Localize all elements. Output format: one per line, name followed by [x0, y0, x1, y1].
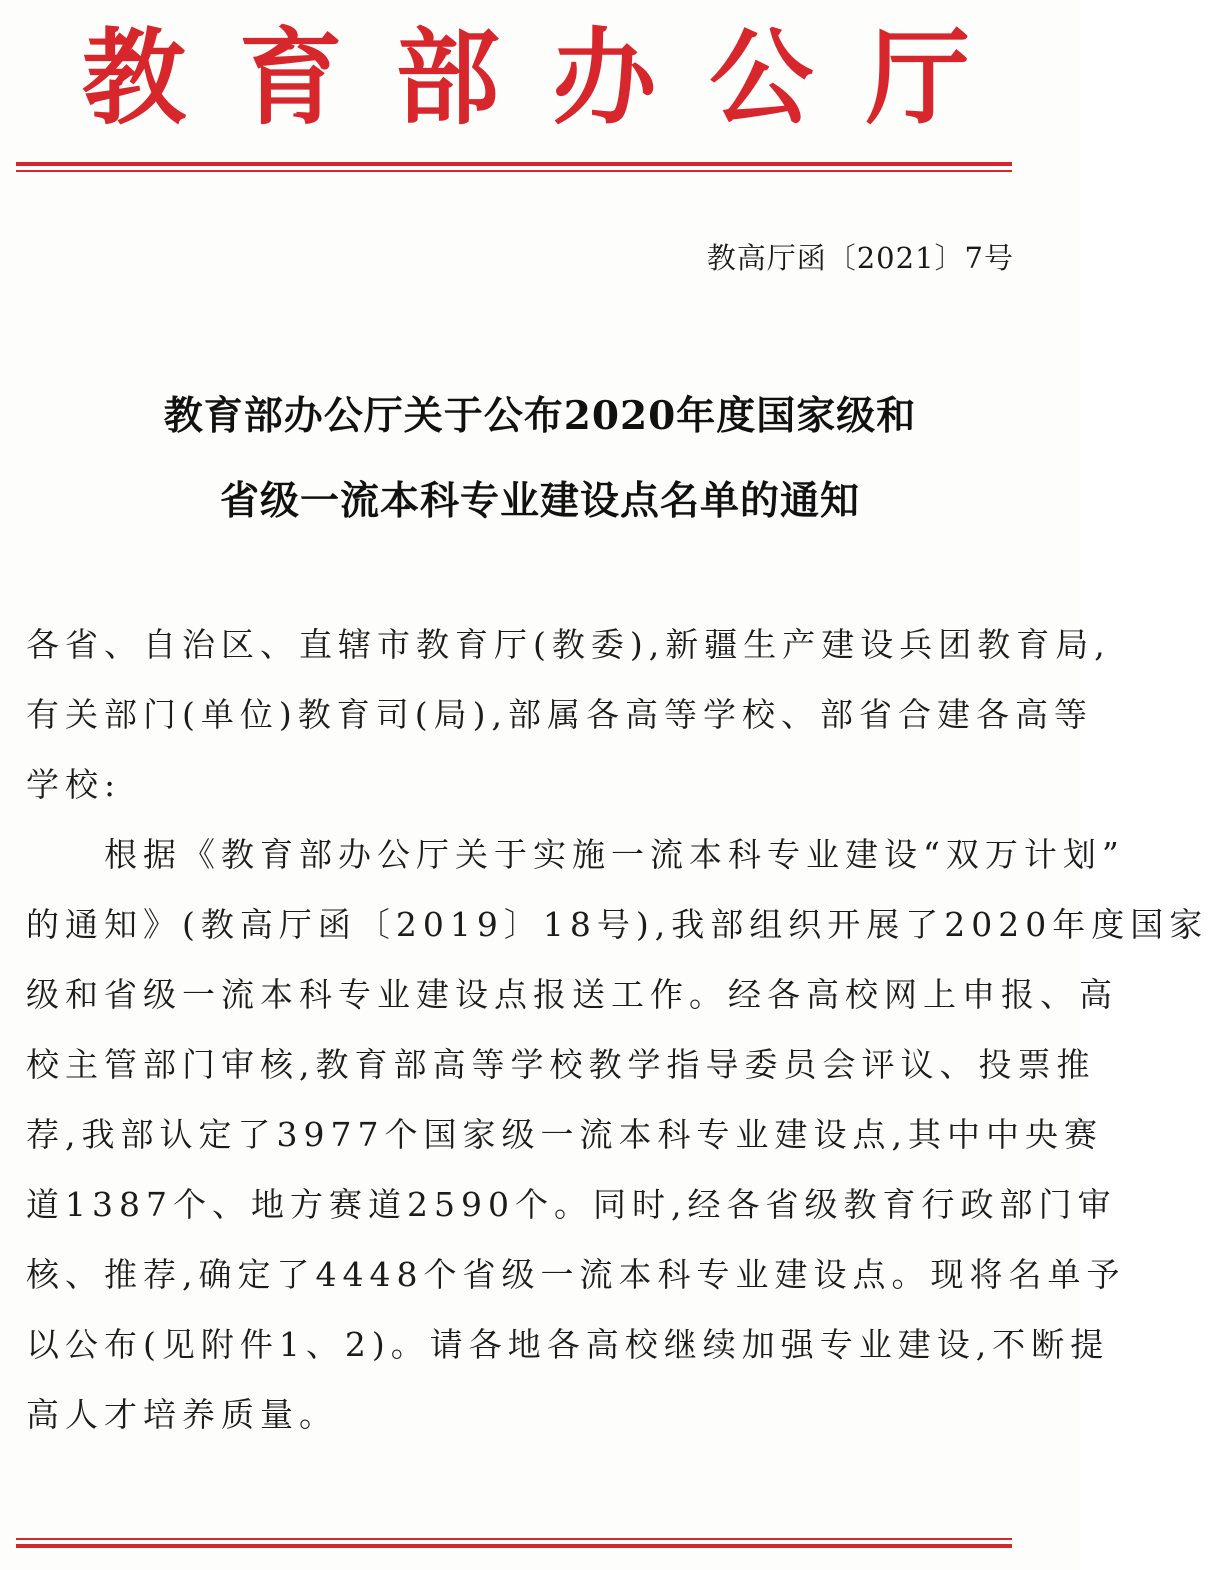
body-line: 以公布(见附件1、2)。请各地各高校继续加强专业建设,不断提	[26, 1325, 1110, 1364]
footer-rule-thick	[16, 1544, 1012, 1548]
document-number: 教高厅函〔2021〕7号	[706, 241, 1014, 275]
document-title-line-2: 省级一流本科专业建设点名单的通知	[219, 478, 860, 524]
body-line: 各省、自治区、直辖市教育厅(教委),新疆生产建设兵团教育局,	[26, 625, 1111, 664]
body-line: 级和省级一流本科专业建设点报送工作。经各高校网上申报、高	[26, 975, 1118, 1014]
body-line: 有关部门(单位)教育司(局),部属各高等学校、部省合建各高等	[26, 695, 1093, 734]
body-line: 校主管部门审核,教育部高等学校教学指导委员会评议、投票推	[26, 1045, 1096, 1084]
letterhead-char: 教	[82, 16, 187, 139]
letterhead	[0, 18, 1080, 138]
body-line: 的通知》(教高厅函〔2019〕18号),我部组织开展了2020年度国家	[26, 905, 1208, 944]
footer-rule-thin	[16, 1538, 1012, 1540]
document-body	[26, 610, 1208, 1450]
body-line: 高人才培养质量。	[26, 1395, 338, 1434]
body-line: 核、推荐,确定了4448个省级一流本科专业建设点。现将名单予	[26, 1255, 1126, 1294]
body-line: 道1387个、地方赛道2590个。同时,经各省级教育行政部门审	[26, 1185, 1117, 1224]
letterhead-char: 厅	[865, 16, 970, 139]
letterhead-char: 办	[552, 16, 657, 139]
letterhead-char: 部	[395, 16, 500, 139]
body-line: 根据《教育部办公厅关于实施一流本科专业建设“双万计划”	[26, 835, 1125, 874]
body-line: 学校:	[26, 765, 122, 804]
body-line: 荐,我部认定了3977个国家级一流本科专业建设点,其中中央赛	[26, 1115, 1103, 1154]
letterhead-rule-thin	[16, 170, 1012, 172]
letterhead-char: 公	[709, 16, 814, 139]
letterhead-rule-thick	[16, 162, 1012, 166]
letterhead-char: 育	[238, 16, 343, 139]
document-title-line-1: 教育部办公厅关于公布2020年度国家级和	[163, 393, 917, 439]
